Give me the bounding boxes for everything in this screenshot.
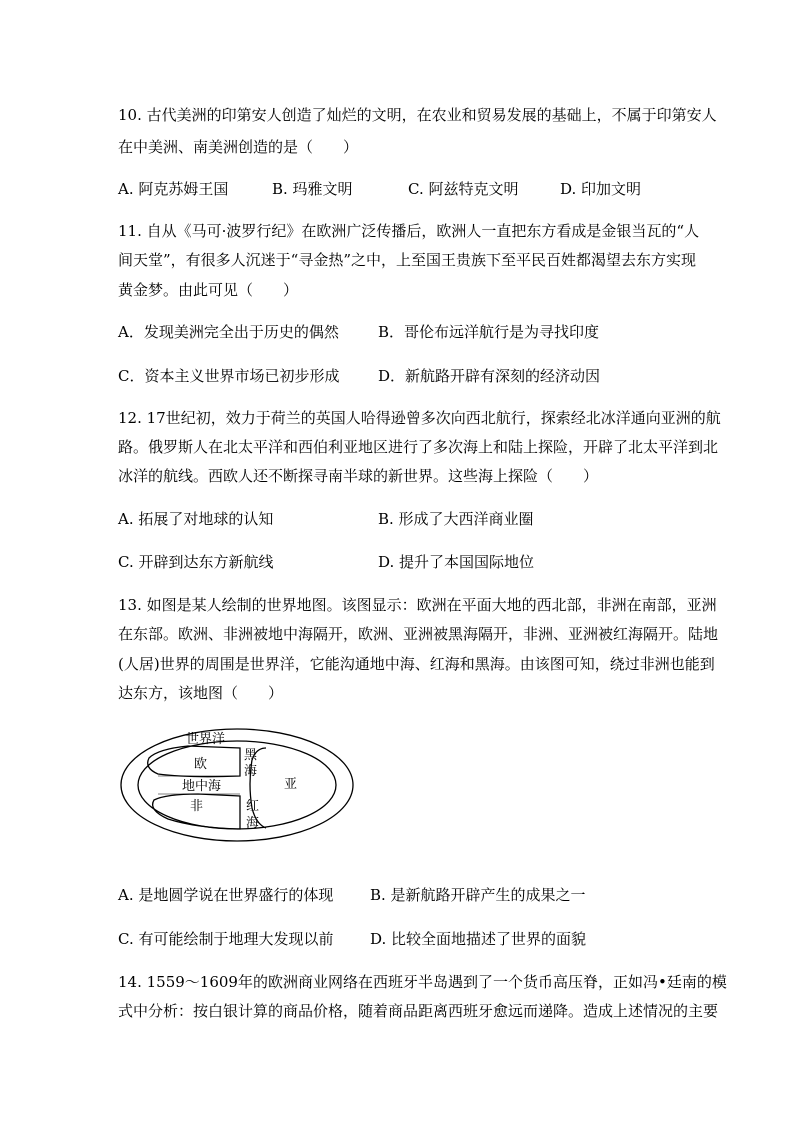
world-ocean-outer-ring (121, 729, 353, 841)
q12-option-a: A. 拓展了对地球的认知 (118, 510, 274, 528)
world-map-figure (118, 724, 358, 844)
q13-option-d: D. 比较全面地描述了世界的面貌 (370, 930, 587, 948)
black-sea-label-1: 黑 (244, 748, 258, 763)
q13-option-c: C. 有可能绘制于地理大发现以前 (118, 930, 334, 948)
mediterranean-label: 地中海 (182, 779, 222, 794)
q10-option-a: A. 阿克苏姆王国 (118, 180, 229, 198)
q10-option-b: B. 玛雅文明 (272, 180, 353, 198)
q12-stem-line2: 路。俄罗斯人在北太平洋和西伯利亚地区进行了多次海上和陆上探险，开辟了北太平洋到北 (118, 438, 719, 456)
asia-label: 亚 (284, 777, 298, 792)
q10-stem-line2: 在中美洲、南美洲创造的是（ ） (118, 138, 359, 156)
q12-stem-line1: 12. 17世纪初，效力于荷兰的英国人哈得逊曾多次向西北航行，探索经北冰洋通向亚洲的航 (118, 409, 721, 427)
world-ocean-inner-ring (138, 741, 336, 829)
q11-stem-line1: 11. 自从《马可·波罗行纪》在欧洲广泛传播后，欧洲人一直把东方看成是金银当瓦的“人 (118, 222, 700, 240)
q14-stem-line1: 14. 1559～1609年的欧洲商业网络在西班牙半岛遇到了一个货币高压脊，正如冯•廷南的模 (118, 973, 727, 991)
q12-stem-line3: 冰洋的航线。西欧人还不断探寻南半球的新世界。这些海上探险（ ） (118, 467, 599, 485)
q13-stem-line2: 在东部。欧洲、非洲被地中海隔开，欧洲、亚洲被黑海隔开，非洲、亚洲被红海隔开。陆地 (118, 625, 719, 643)
q10-option-c: C. 阿兹特克文明 (408, 180, 519, 198)
world-ocean-label: 世界洋 (186, 732, 226, 747)
q10-stem-line1: 10. 古代美洲的印第安人创造了灿烂的文明，在农业和贸易发展的基础上，不属于印第安人 (118, 106, 717, 124)
q10-option-d: D. 印加文明 (560, 180, 642, 198)
q13-option-a: A. 是地圆学说在世界盛行的体现 (118, 886, 334, 904)
q11-option-b: B．哥伦布远洋航行是为寻找印度 (378, 323, 600, 341)
q13-stem-line3: (人居)世界的周围是世界洋，它能沟通地中海、红海和黑海。由该图可知，绕过非洲也能到 (118, 655, 715, 673)
europe-label: 欧 (194, 757, 208, 772)
q12-option-b: B. 形成了大西洋商业圈 (378, 510, 534, 528)
q11-option-a: A．发现美洲完全出于历史的偶然 (118, 323, 339, 341)
q13-stem-line1: 13. 如图是某人绘制的世界地图。该图显示：欧洲在平面大地的西北部，非洲在南部，亚洲 (118, 596, 717, 614)
q12-option-d: D. 提升了本国国际地位 (378, 553, 535, 571)
q14-stem-line2: 式中分析：按白银计算的商品价格，随着商品距离西班牙愈远而递降。造成上述情况的主要 (118, 1002, 719, 1020)
q11-option-c: C．资本主义世界市场已初步形成 (118, 367, 340, 385)
africa-label: 非 (190, 799, 204, 814)
black-sea-label-2: 海 (244, 764, 258, 779)
red-sea-label-2: 海 (246, 816, 260, 831)
red-sea-label-1: 红 (246, 799, 260, 814)
q13-option-b: B. 是新航路开辟产生的成果之一 (370, 886, 586, 904)
q12-option-c: C. 开辟到达东方新航线 (118, 553, 274, 571)
q13-stem-line4: 达东方，该地图（ ） (118, 684, 284, 702)
q11-stem-line2: 间天堂”，有很多人沉迷于“寻金热”之中，上至国王贵族下至平民百姓都渴望去东方实现 (118, 251, 697, 269)
q11-option-d: D．新航路开辟有深刻的经济动因 (378, 367, 601, 385)
q11-stem-line3: 黄金梦。由此可见（ ） (118, 281, 299, 299)
